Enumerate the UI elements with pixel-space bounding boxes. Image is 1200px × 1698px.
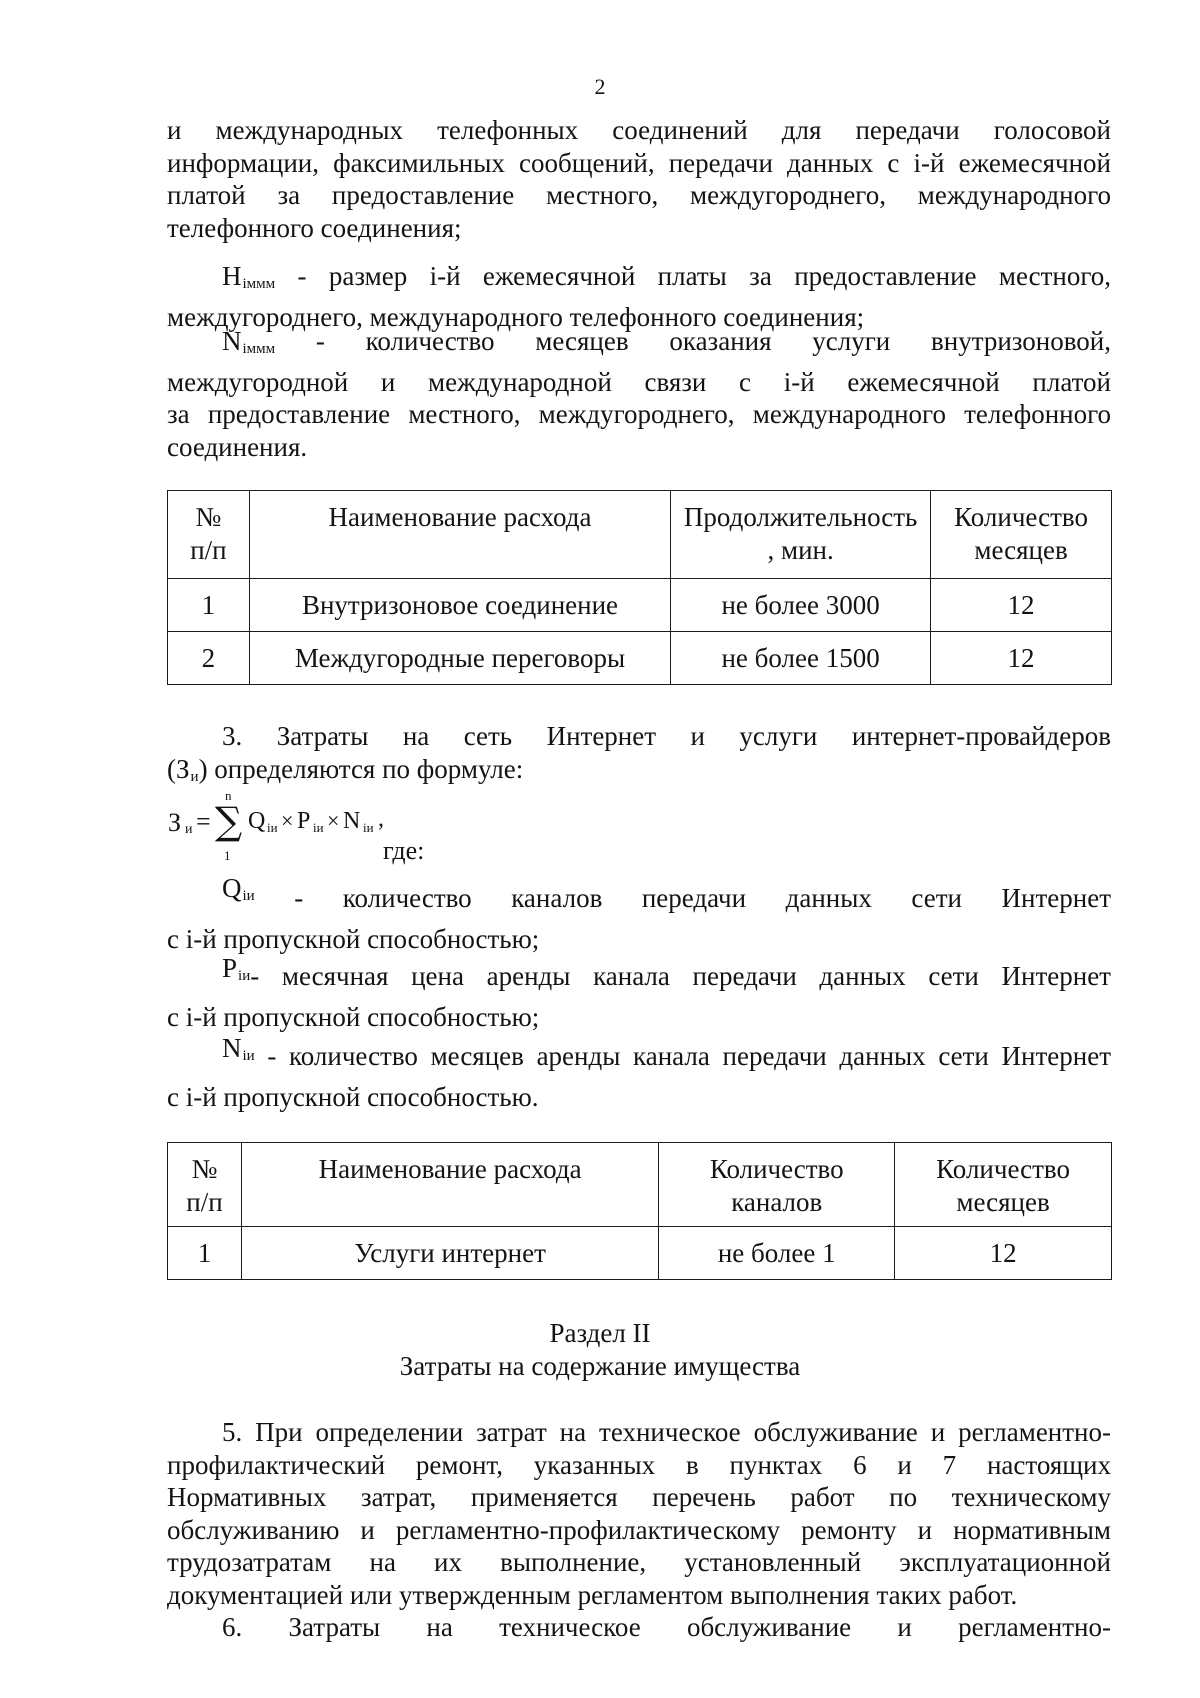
header-cell-duration: Продолжительность , мин. <box>671 491 931 579</box>
definition-h-line1 <box>167 260 1111 301</box>
symbol-h-subscript: iммм <box>242 276 276 292</box>
text-line: с i-й пропускной способностью; <box>167 923 540 954</box>
formula-times: × <box>281 808 294 833</box>
text-line: Нормативных затрат, применяется перечень работ по техническому <box>167 1482 1111 1512</box>
table-cell: Внутризоновое соединение <box>249 579 670 632</box>
formula-where: где: <box>383 836 425 865</box>
formula-internet-cost <box>168 788 468 880</box>
definition-ni <box>167 1033 1111 1113</box>
definition-n-line1 <box>167 325 1111 366</box>
definition-n <box>167 325 1111 463</box>
table-internet <box>167 1142 1112 1280</box>
table-cell: 12 <box>931 632 1112 685</box>
symbol-q: $Q_{iи}$ <box>222 873 255 904</box>
header-cell-number: № п/п <box>168 491 250 579</box>
symbol-n: N <box>222 326 242 356</box>
section-subtitle: Затраты на содержание имущества <box>399 1351 801 1381</box>
text-line: и международных телефонных соединений для передачи голосовой <box>167 115 1111 145</box>
definition-q-text: - количество каналов передачи данных сети Интернет <box>294 883 1111 913</box>
text-line: с i-й пропускной способностью; <box>167 1001 540 1032</box>
table-cell: 1 <box>168 579 250 632</box>
formula-n: N <box>343 808 361 834</box>
table-telephony <box>167 490 1112 685</box>
definition-h <box>167 260 1111 333</box>
formula-p: P <box>297 808 311 834</box>
header-cell-number: № п/п <box>168 1143 242 1227</box>
header-cell-months: Количество месяцев <box>895 1143 1112 1227</box>
definition-h-text: - размер i-й ежемесячной платы за предоставление местного, <box>297 261 1112 291</box>
text-line: 3. Затраты на сеть Интернет и услуги интернет-провайдеров <box>222 721 1111 751</box>
table-cell: 2 <box>168 632 250 685</box>
formula-equals: = <box>196 807 211 836</box>
definition-ni-line1 <box>167 1033 1111 1081</box>
paragraph-5 <box>167 1416 1111 1611</box>
page-number: 2 <box>594 74 606 99</box>
definition-ni-text: - количество месяцев аренды канала передачи данных сети Интернет <box>267 1041 1111 1071</box>
table-header-row <box>168 1143 1112 1227</box>
text-line: профилактический ремонт, указанных в пунктах 6 и 7 настоящих <box>167 1449 1111 1480</box>
header-cell-months: Количество месяцев <box>931 491 1112 579</box>
text-line: трудозатратам на их выполнение, установленный эксплуатационной <box>167 1547 1111 1577</box>
table-row <box>168 1227 1112 1280</box>
table-cell: не более 1500 <box>671 632 931 685</box>
text-line: междугороднего, международного телефонного соединения; <box>167 301 865 332</box>
formula-p-subscript: iи <box>313 820 324 835</box>
section-title: Раздел II <box>549 1318 651 1348</box>
text-line: междугородной и международной связи с i-й ежемесячной платой <box>167 366 1111 397</box>
definition-q <box>167 873 1111 955</box>
text-line: 6. Затраты на техническое обслуживание и регламентно- <box>222 1612 1111 1642</box>
table-cell: не более 3000 <box>671 579 931 632</box>
symbol-n-subscript: iммм <box>242 341 276 357</box>
text-line: информации, факсимильных сообщений, передачи данных с i-й ежемесячной <box>167 147 1111 178</box>
text-line: телефонного соединения; <box>167 212 462 243</box>
definition-q-line1 <box>167 873 1111 923</box>
definition-p-line1 <box>167 953 1111 1001</box>
definition-p-text: - месячная цена аренды канала передачи данных сети Интернет <box>250 961 1111 991</box>
section-3-intro <box>167 720 1111 793</box>
table-row <box>168 579 1112 632</box>
table-cell: 12 <box>931 579 1112 632</box>
formula-n-subscript: iи <box>363 820 374 835</box>
formula-q: Q <box>248 808 266 834</box>
definition-n-text: - количество месяцев оказания услуги внутризоновой, <box>315 326 1111 356</box>
table-cell: Услуги интернет <box>241 1227 658 1280</box>
table-cell: 12 <box>895 1227 1112 1280</box>
formula-q-subscript: iи <box>267 820 278 835</box>
symbol-ni: $N_{iи}$ <box>222 1033 255 1064</box>
formula-lhs-subscript: и <box>185 822 193 837</box>
text-line: соединения. <box>167 431 308 462</box>
text-line: платой за предоставление местного, междугороднего, международного <box>167 180 1111 210</box>
text-line: обслуживанию и регламентно-профилактическому ремонту и нормативным <box>167 1514 1111 1545</box>
table-header-row <box>168 491 1112 579</box>
text-line: за предоставление местного, междугороднего, международного телефонного <box>167 399 1111 429</box>
definition-p <box>167 953 1111 1033</box>
table-cell: не более 1 <box>659 1227 895 1280</box>
paragraph-6 <box>167 1611 1111 1644</box>
formula-sum-lower-limit: 1 <box>224 848 231 863</box>
top-paragraph <box>167 114 1111 244</box>
formula-sum-upper-limit: n <box>225 788 232 803</box>
header-cell-channels: Количество каналов <box>659 1143 895 1227</box>
header-cell-name: Наименование расхода <box>249 491 670 579</box>
formula-sum-sign: ∑ <box>215 799 243 843</box>
formula-times: × <box>327 808 340 833</box>
text-line: 5. При определении затрат на техническое обслуживание и регламентно- <box>222 1417 1111 1447</box>
subscript: и <box>190 768 199 785</box>
table-cell: Междугородные переговоры <box>249 632 670 685</box>
symbol-h: H <box>222 261 242 291</box>
header-cell-name: Наименование расхода <box>241 1143 658 1227</box>
text-line: с i-й пропускной способностью. <box>167 1081 539 1112</box>
table-row <box>168 632 1112 685</box>
formula-comma: , <box>378 806 384 832</box>
table-cell: 1 <box>168 1227 242 1280</box>
text-line: $(З_и)$ определяются по формуле: <box>167 753 524 785</box>
formula-lhs: З <box>168 808 182 837</box>
symbol-p: $P_{iи}$ <box>222 953 251 984</box>
text-line: документацией или утвержденным регламентом выполнения таких работ. <box>167 1579 1018 1610</box>
